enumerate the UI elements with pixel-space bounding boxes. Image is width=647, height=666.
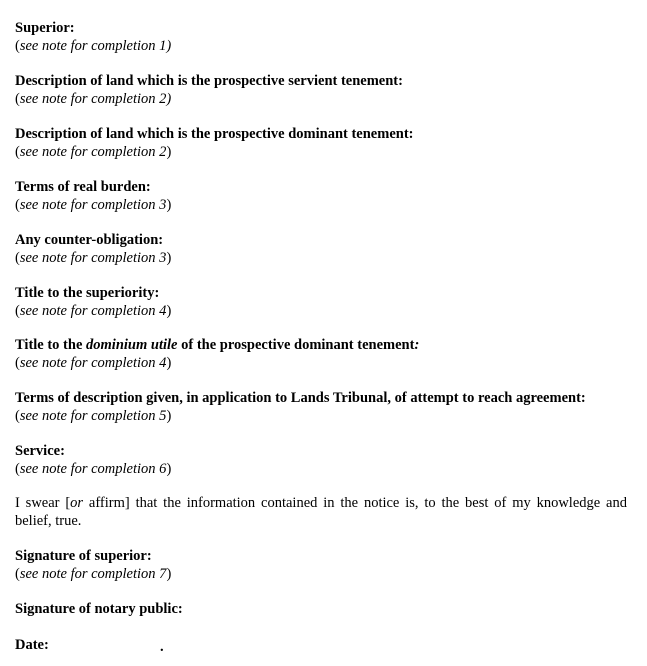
note-open: ( bbox=[15, 38, 20, 54]
note-text: see note for completion 3 bbox=[19, 197, 167, 213]
completion-note bbox=[15, 565, 627, 583]
note-text: see note for completion 7 bbox=[19, 566, 167, 582]
note-close: ) bbox=[166, 197, 172, 213]
note-text: see note for completion 4 bbox=[19, 355, 167, 371]
field-title-dominium-utile bbox=[15, 336, 627, 372]
note-text: see note for completion 2 bbox=[19, 144, 167, 160]
signature-superior bbox=[15, 547, 627, 583]
note-open: ( bbox=[15, 250, 20, 266]
note-text: see note for completion 6 bbox=[19, 461, 167, 477]
date-label: Date: bbox=[15, 637, 49, 653]
heading-colon: : bbox=[414, 337, 420, 353]
note-close: ) bbox=[166, 566, 172, 582]
note-open: ( bbox=[15, 197, 20, 213]
signature-notary bbox=[15, 600, 627, 618]
field-heading: Signature of superior: bbox=[15, 548, 152, 564]
date-dot: . bbox=[160, 639, 164, 655]
note-close: ) bbox=[166, 461, 172, 477]
completion-note bbox=[15, 37, 627, 55]
note-open: ( bbox=[15, 144, 20, 160]
field-heading: Terms of description given, in application to Lands Tribunal, of attempt to reach agreement: bbox=[15, 390, 586, 406]
note-open: ( bbox=[15, 303, 20, 319]
heading-text: of the prospective dominant tenement bbox=[177, 337, 415, 353]
field-real-burden bbox=[15, 178, 627, 214]
completion-note bbox=[15, 196, 627, 214]
completion-note bbox=[15, 354, 627, 372]
note-open: ( bbox=[15, 355, 20, 371]
field-heading: Signature of notary public: bbox=[15, 601, 183, 617]
field-service bbox=[15, 442, 627, 478]
note-close: ) bbox=[166, 303, 172, 319]
field-lands-tribunal-description bbox=[15, 389, 627, 425]
oath-text: I swear [ bbox=[15, 495, 71, 511]
note-close: ) bbox=[166, 144, 172, 160]
field-heading bbox=[15, 336, 627, 354]
field-counter-obligation bbox=[15, 231, 627, 267]
note-close: ) bbox=[166, 250, 172, 266]
completion-note bbox=[15, 143, 627, 161]
completion-note bbox=[15, 407, 627, 425]
field-heading: Any counter-obligation: bbox=[15, 232, 164, 248]
oath-emphasis: or bbox=[70, 495, 84, 511]
completion-note bbox=[15, 460, 627, 478]
completion-note bbox=[15, 302, 627, 320]
oath-text: affirm] that the information contained in the notice is, to the best of my knowledge and belief, true. bbox=[15, 495, 627, 529]
field-heading: Superior: bbox=[15, 20, 75, 36]
completion-note bbox=[15, 249, 627, 267]
field-heading: Terms of real burden: bbox=[15, 179, 151, 195]
heading-emphasis: dominium utile bbox=[86, 337, 178, 353]
note-text: see note for completion 1) bbox=[19, 38, 172, 54]
note-open: ( bbox=[15, 566, 20, 582]
note-open: ( bbox=[15, 461, 20, 477]
field-superior bbox=[15, 19, 627, 55]
field-dominant-tenement bbox=[15, 125, 627, 161]
completion-note bbox=[15, 90, 627, 108]
field-heading: Description of land which is the prospective dominant tenement: bbox=[15, 126, 414, 142]
field-heading: Title to the superiority: bbox=[15, 285, 160, 301]
note-text: see note for completion 5 bbox=[19, 408, 167, 424]
note-text: see note for completion 4 bbox=[19, 303, 167, 319]
heading-text: Title to the bbox=[15, 337, 87, 353]
field-heading: Service: bbox=[15, 443, 65, 459]
note-text: see note for completion 2) bbox=[19, 91, 172, 107]
oath-paragraph bbox=[15, 494, 627, 530]
field-servient-tenement bbox=[15, 72, 627, 108]
field-heading: Description of land which is the prospective servient tenement: bbox=[15, 73, 403, 89]
note-open: ( bbox=[15, 91, 20, 107]
note-open: ( bbox=[15, 408, 20, 424]
note-close: ) bbox=[166, 408, 172, 424]
note-text: see note for completion 3 bbox=[19, 250, 167, 266]
field-title-superiority bbox=[15, 284, 627, 320]
note-close: ) bbox=[166, 355, 172, 371]
date-field bbox=[15, 636, 627, 654]
